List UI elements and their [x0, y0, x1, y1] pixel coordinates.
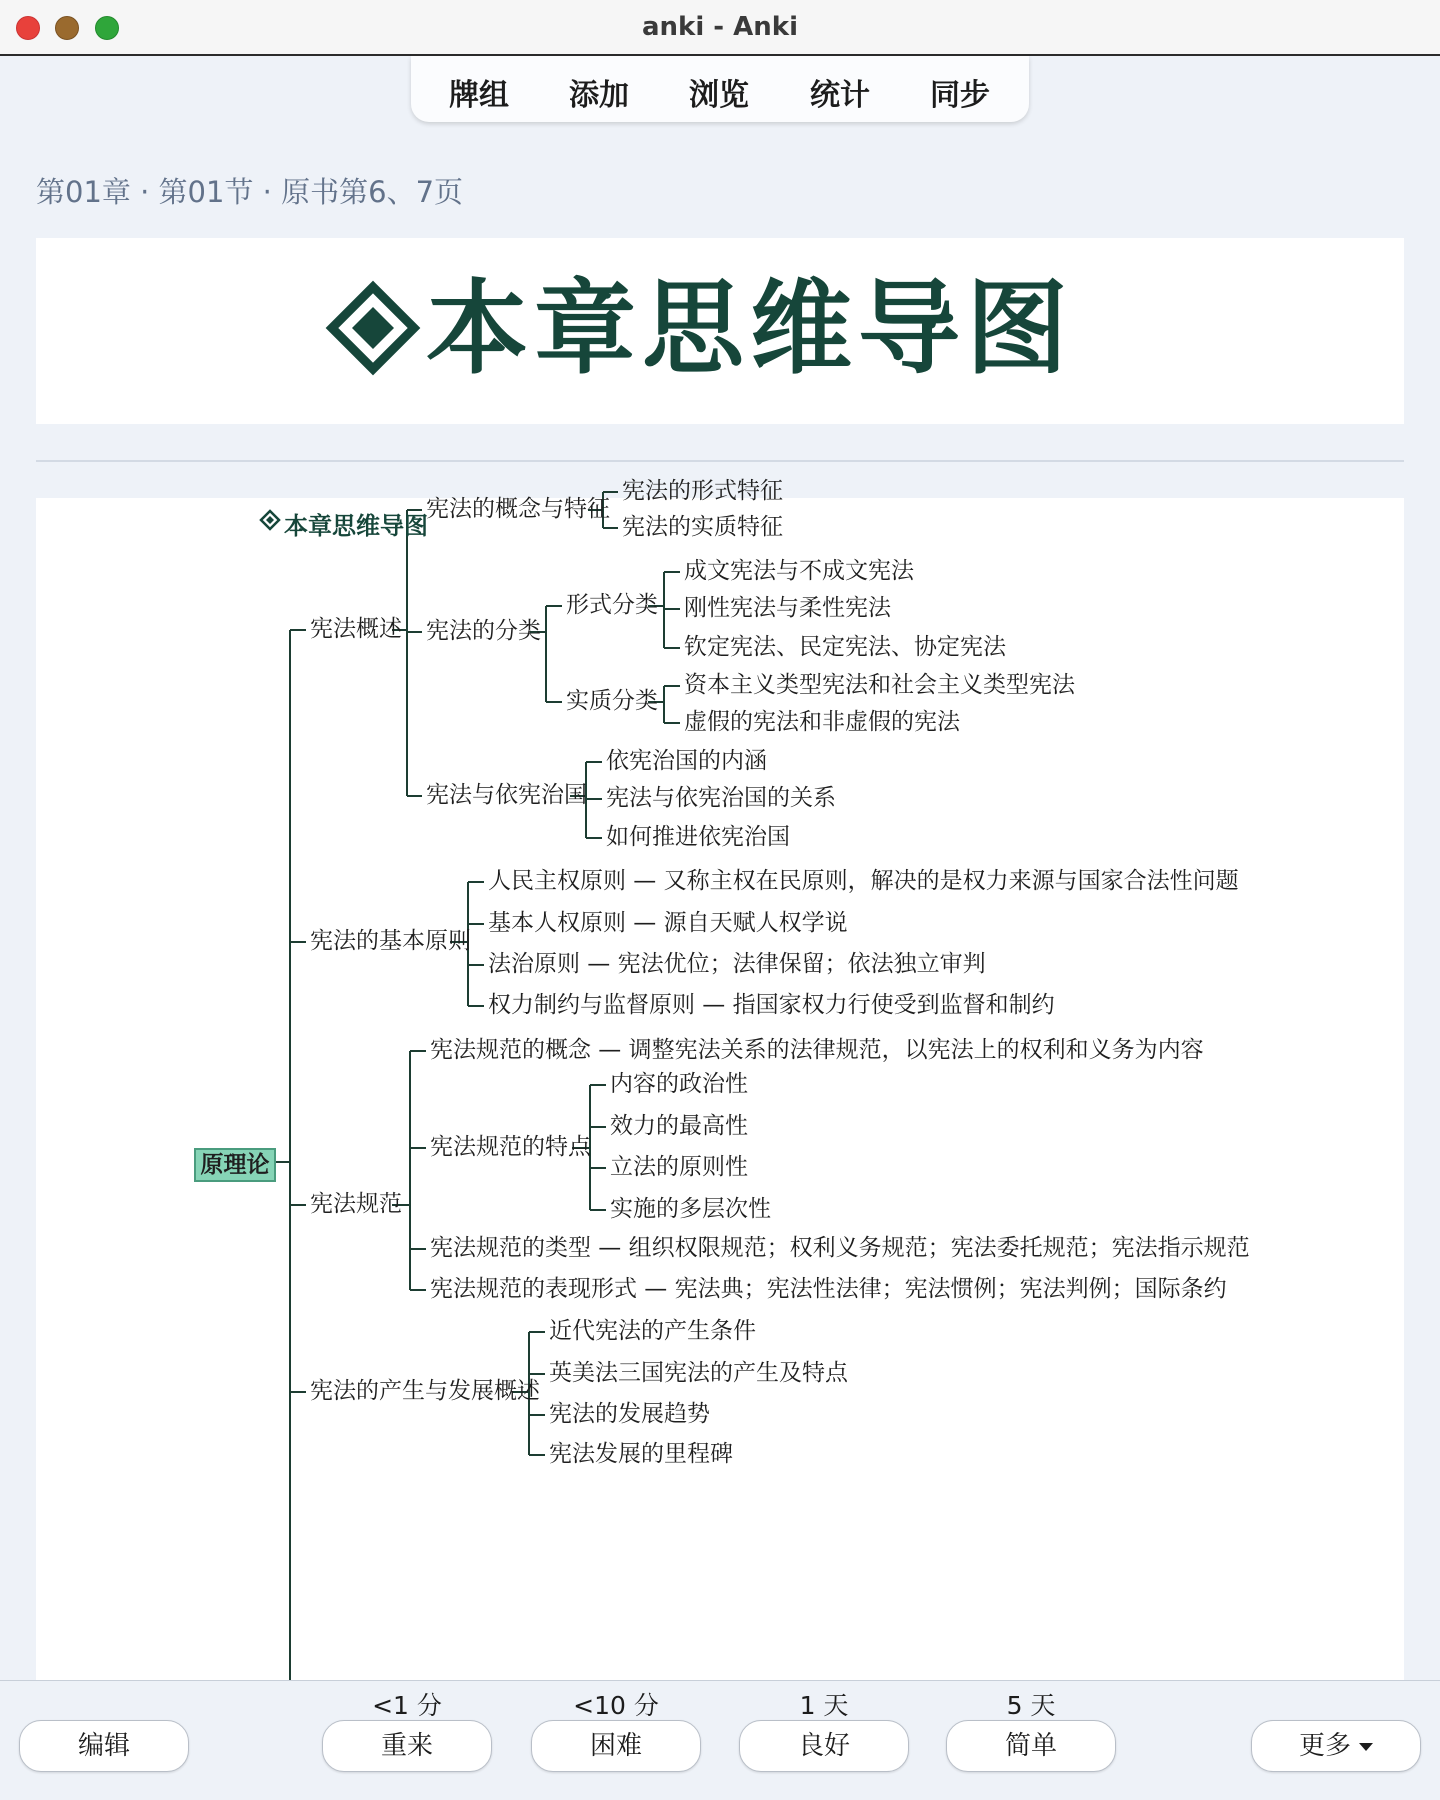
- mind-map-node: 宪法的分类: [426, 618, 541, 644]
- mind-map-node: 依宪治国的内涵: [606, 748, 767, 774]
- toolbar-sync-button[interactable]: 同步: [930, 78, 990, 113]
- toolbar-add-button[interactable]: 添加: [569, 78, 629, 113]
- mind-map-title: 本章思维导图: [284, 512, 428, 540]
- mind-map-node: 钦定宪法、民定宪法、协定宪法: [684, 634, 1006, 660]
- mind-map-root-node: 原理论: [194, 1148, 276, 1182]
- good-button[interactable]: 良好: [739, 1720, 909, 1772]
- mind-map-node: 宪法规范的特点: [430, 1134, 591, 1160]
- easy-interval: 5 天: [1006, 1691, 1056, 1720]
- divider: [36, 460, 1404, 462]
- hard-interval: <10 分: [573, 1691, 659, 1720]
- again-interval: <1 分: [372, 1691, 442, 1720]
- easy-button[interactable]: 简单: [946, 1720, 1116, 1772]
- mind-map-node: 宪法规范的表现形式 — 宪法典；宪法性法律；宪法惯例；宪法判例；国际条约: [430, 1276, 1227, 1302]
- edit-button[interactable]: 编辑: [19, 1720, 189, 1772]
- banner-title: 本章思维导图: [426, 269, 1074, 389]
- good-interval: 1 天: [799, 1691, 849, 1720]
- banner-image: [36, 238, 1404, 424]
- answer-bar: [0, 1680, 1440, 1800]
- window-title: anki - Anki: [642, 12, 798, 42]
- toolbar-stats-button[interactable]: 统计: [810, 78, 870, 113]
- mind-map-node: 法治原则 — 宪法优位；法律保留；依法独立审判: [488, 951, 986, 977]
- mind-map-image: [36, 478, 1404, 1680]
- mind-map-node: 宪法概述: [310, 616, 402, 642]
- more-button[interactable]: [1251, 1720, 1421, 1772]
- chevron-down-icon: [1359, 1743, 1373, 1751]
- mind-map-node: 近代宪法的产生条件: [549, 1318, 756, 1344]
- mind-map-node: 效力的最高性: [610, 1113, 748, 1139]
- mind-map-node: 基本人权原则 — 源自天赋人权学说: [488, 910, 848, 936]
- mind-map-node: 宪法的形式特征: [622, 478, 783, 504]
- mind-map-node: 宪法的发展趋势: [549, 1401, 710, 1427]
- mind-map-node: 刚性宪法与柔性宪法: [684, 595, 891, 621]
- mind-map-node: 立法的原则性: [610, 1154, 748, 1180]
- mind-map-node: 资本主义类型宪法和社会主义类型宪法: [684, 672, 1075, 698]
- again-button[interactable]: 重来: [322, 1720, 492, 1772]
- diamond-icon: [260, 510, 280, 530]
- mind-map-node: 宪法的产生与发展概述: [310, 1378, 540, 1404]
- diamond-icon: [328, 283, 418, 373]
- card-breadcrumb: 第01章 · 第01节 · 原书第6、7页: [36, 175, 464, 209]
- window-titlebar: [0, 0, 1440, 56]
- more-label: 更多: [1298, 1731, 1351, 1761]
- mind-map-node: 宪法的基本原则: [310, 928, 471, 954]
- mind-map-node: 宪法与依宪治国的关系: [606, 785, 836, 811]
- mind-map-node: 英美法三国宪法的产生及特点: [549, 1360, 848, 1386]
- mind-map-node: 形式分类: [566, 592, 658, 618]
- mind-map-node: 虚假的宪法和非虚假的宪法: [684, 709, 960, 735]
- toolbar-browse-button[interactable]: 浏览: [689, 78, 749, 113]
- mind-map-node: 宪法发展的里程碑: [549, 1441, 733, 1467]
- mind-map-node: 权力制约与监督原则 — 指国家权力行使受到监督和制约: [488, 992, 1055, 1018]
- mind-map-node: 内容的政治性: [610, 1071, 748, 1097]
- mind-map-node: 宪法规范: [310, 1191, 402, 1217]
- mind-map-node: 如何推进依宪治国: [606, 824, 790, 850]
- mind-map-node: 实质分类: [566, 688, 658, 714]
- toolbar-decks-button[interactable]: 牌组: [449, 78, 509, 113]
- main-toolbar: [411, 56, 1029, 122]
- mind-map-node: 宪法规范的概念 — 调整宪法关系的法律规范，以宪法上的权利和义务为内容: [430, 1037, 1204, 1063]
- mind-map-node: 宪法与依宪治国: [426, 782, 587, 808]
- mind-map-node: 人民主权原则 — 又称主权在民原则，解决的是权力来源与国家合法性问题: [488, 868, 1239, 894]
- hard-button[interactable]: 困难: [531, 1720, 701, 1772]
- mind-map-node: 宪法的概念与特征: [426, 496, 610, 522]
- mind-map-node: 宪法的实质特征: [622, 514, 783, 540]
- mind-map-node: 实施的多层次性: [610, 1196, 771, 1222]
- mind-map-node: 成文宪法与不成文宪法: [684, 558, 914, 584]
- mind-map-node: 宪法规范的类型 — 组织权限规范；权利义务规范；宪法委托规范；宪法指示规范: [430, 1235, 1250, 1261]
